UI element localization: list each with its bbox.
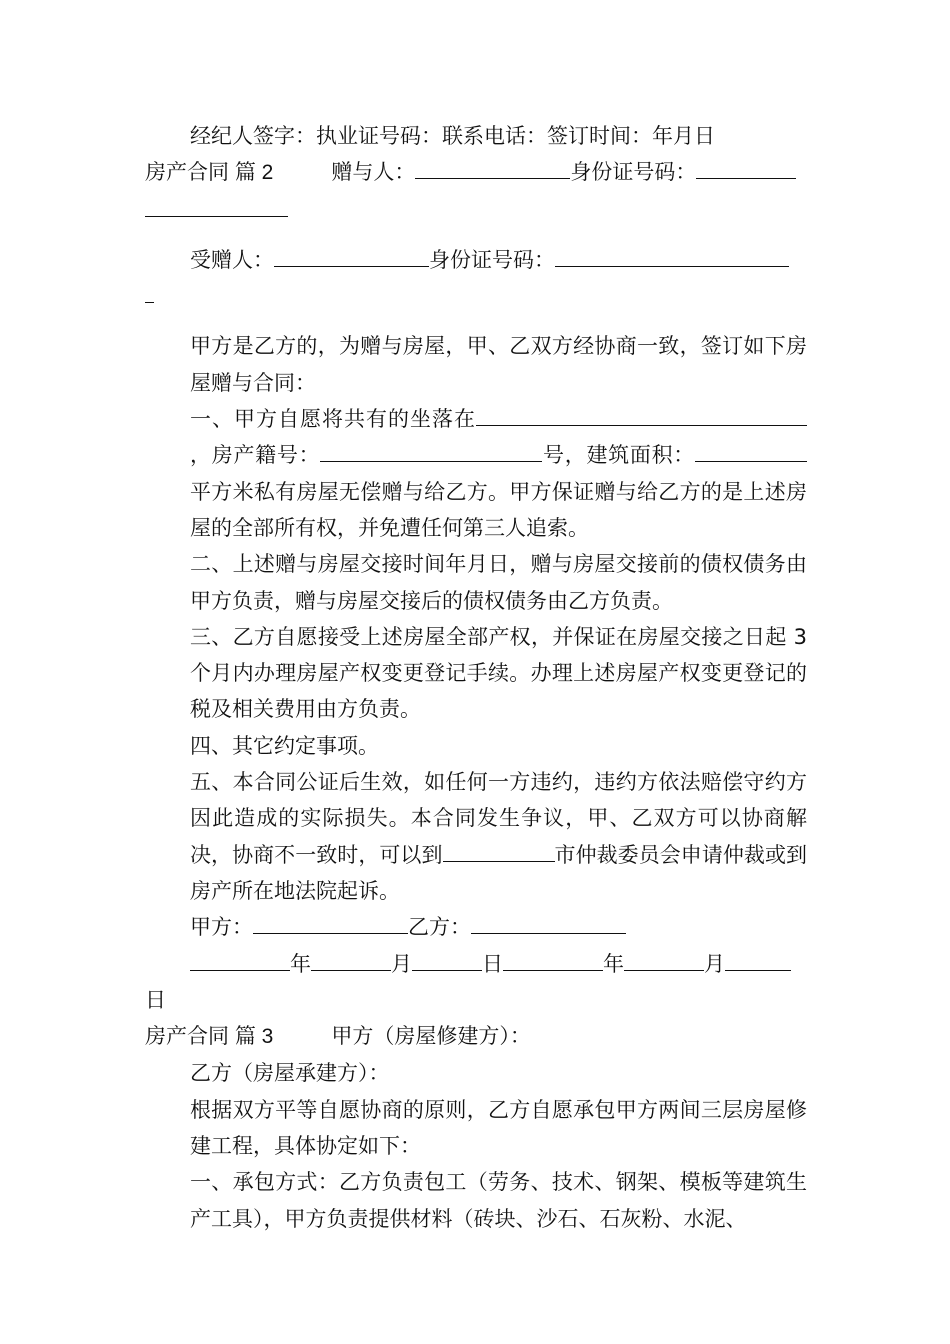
day-b-blank <box>725 951 791 971</box>
recipient-line <box>145 242 807 278</box>
s3-party-a-label: 甲方（房屋修建方）： <box>331 1024 531 1049</box>
party-a-label: 甲方： <box>190 915 253 940</box>
donor-id-blank-cont <box>145 197 288 217</box>
clause-2: 二、上述赠与房屋交接时间年月日，赠与房屋交接前的债权债务由甲方负责，赠与房屋交接后的债权债务由乙方负责。 <box>190 552 807 613</box>
recipient-id-blank-cont <box>145 283 154 303</box>
clause-1-text-a: 一、甲方自愿将共有的坐落在 <box>190 407 476 432</box>
party-b-label: 乙方： <box>408 915 471 940</box>
signature-parties-line <box>145 909 807 945</box>
agent-signature-line: 经纪人签字：执业证号码：联系电话：签订时间：年月日 <box>190 124 715 148</box>
location-blank <box>476 406 798 426</box>
month-b-label: 月 <box>704 951 725 976</box>
day-a-label: 日 <box>482 951 503 976</box>
donor-id-label: 身份证号码： <box>570 160 697 185</box>
property-number-blank <box>320 442 542 462</box>
year-b-blank <box>503 951 603 971</box>
location-blank-cont <box>798 406 807 426</box>
recipient-label: 受赠人： <box>190 247 274 272</box>
donor-id-continued <box>145 192 807 228</box>
section-3-header-line <box>145 1018 807 1055</box>
clause-5-text-b: 市仲裁委员会申请仲裁或到房产所在地法院起诉。 <box>190 842 807 903</box>
month-a-label: 月 <box>391 951 412 976</box>
donor-label: 赠与人： <box>331 160 416 185</box>
donor-id-blank <box>696 159 796 179</box>
day-a-blank <box>412 951 482 971</box>
recipient-id-blank <box>555 247 789 267</box>
s3-party-b-line: 乙方（房屋承建方）： <box>190 1061 390 1086</box>
clause-1-text-c: 号，建筑面积： <box>542 443 696 468</box>
donor-blank <box>415 159 570 179</box>
signature-date-continued: 日 <box>145 987 166 1012</box>
month-b-blank <box>624 951 704 971</box>
clause-1-text-b: ，房产籍号： <box>190 443 321 468</box>
arbitration-city-blank <box>443 842 555 862</box>
clause-1 <box>145 401 807 546</box>
signature-date-line <box>145 946 807 982</box>
year-b-label: 年 <box>603 951 624 976</box>
month-a-blank <box>311 951 391 971</box>
donor-line <box>145 154 807 191</box>
clause-1-text-e: 方米私有房屋无偿赠与给乙方。甲方保证赠与给乙方的是上述房屋的全部所有权，并免遭任何第三人追索。 <box>190 479 808 540</box>
clause-5-text-a: 五、本合同公证后生效，如任何一方违约，违约方依法赔偿守约方因此造成的实际损失。本合同发生争议，甲、乙双方可以协商解决，协商不一致时，可以到 <box>190 770 807 867</box>
area-blank <box>695 442 807 462</box>
party-a-blank <box>253 914 408 934</box>
section-heading-2: 房产合同 篇 2 <box>145 161 274 185</box>
recipient-id-continued <box>145 278 807 314</box>
year-a-blank <box>190 951 290 971</box>
s3-clause-1: 一、承包方式：乙方负责包工（劳务、技术、钢架、模板等建筑生产工具），甲方负责提供材料（砖块、沙石、石灰粉、水泥、 <box>190 1170 807 1231</box>
intro-paragraph: 甲方是乙方的，为赠与房屋，甲、乙双方经协商一致，签订如下房屋赠与合同： <box>190 334 807 395</box>
contract-body <box>145 118 807 1237</box>
section-heading-3: 房产合同 篇 3 <box>145 1025 274 1049</box>
clause-1-text-d: 平 <box>190 479 212 504</box>
clause-3: 三、乙方自愿接受上述房屋全部产权，并保证在房屋交接之日起 3 个月内办理房屋产权变更登记手续。办理上述房屋产权变更登记的税及相关费用由方负责。 <box>190 624 807 722</box>
recipient-id-label: 身份证号码： <box>429 247 555 272</box>
clause-4: 四、其它约定事项。 <box>190 733 379 758</box>
clause-5 <box>145 764 807 909</box>
recipient-blank <box>274 247 429 267</box>
year-a-label: 年 <box>290 951 311 976</box>
s3-intro-paragraph: 根据双方平等自愿协商的原则，乙方自愿承包甲方两间三层房屋修建工程，具体协定如下： <box>190 1097 807 1159</box>
party-b-blank <box>471 914 626 934</box>
